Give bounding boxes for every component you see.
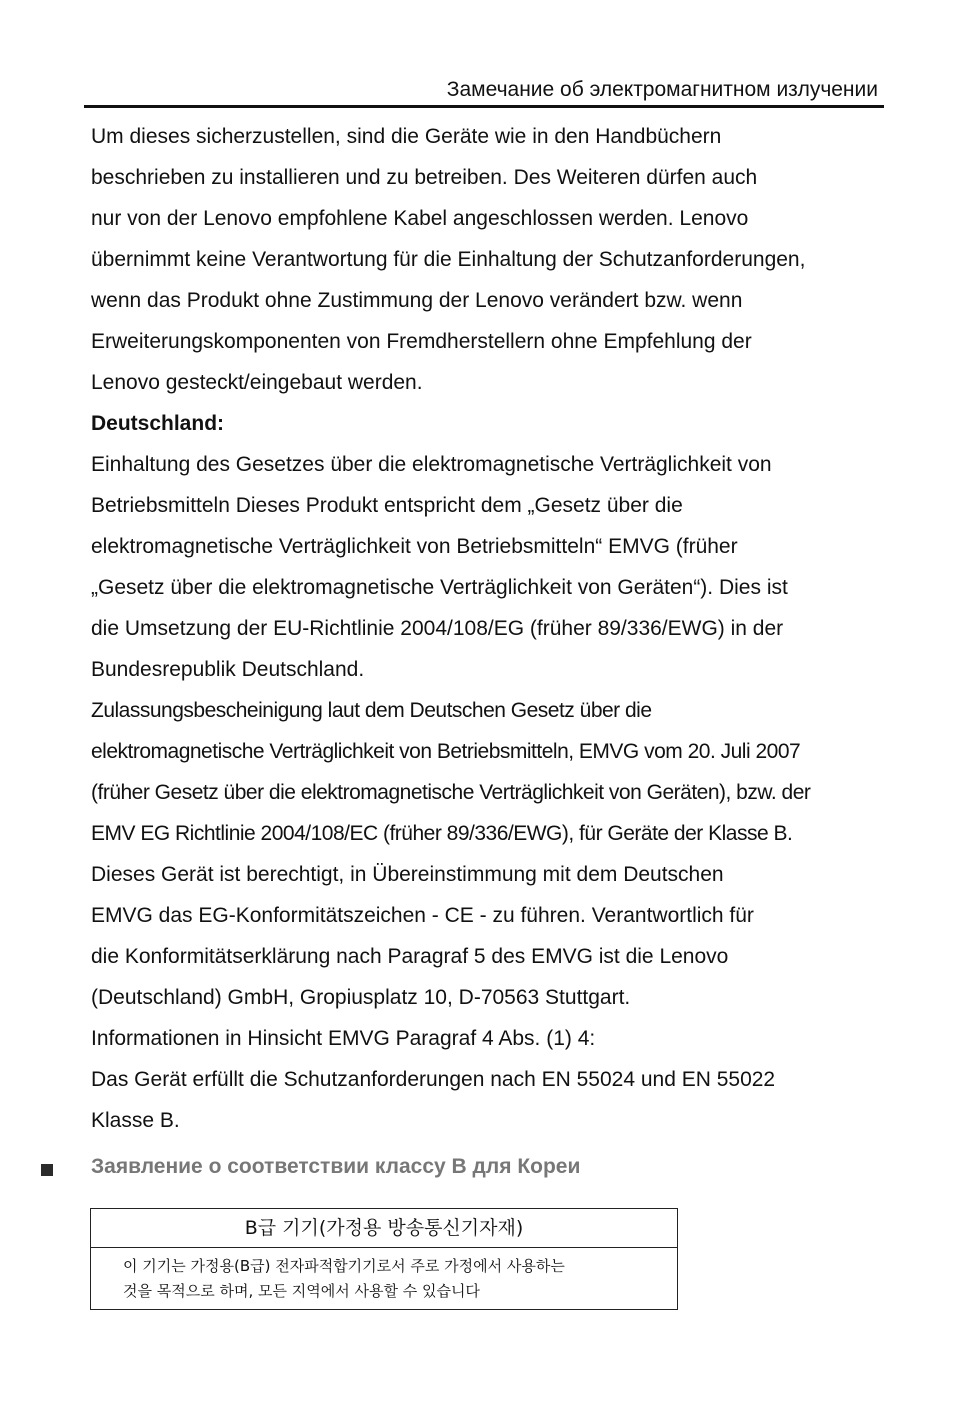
text-line: elektromagnetische Verträglichkeit von Betriebsmitteln, EMVG vom 20. Juli 2007: [91, 740, 801, 763]
text-line: Das Gerät erfüllt die Schutzanforderungen nach EN 55024 und EN 55022: [91, 1068, 776, 1091]
korea-box-line: 것을 목적으로 하며, 모든 지역에서 사용할 수 있습니다: [123, 1282, 480, 1300]
text-line: (Deutschland) GmbH, Gropiusplatz 10, D-70563 Stuttgart.: [91, 986, 631, 1009]
square-bullet-icon: [41, 1164, 53, 1176]
korea-section-heading: Заявление о соответствии классу B для Кореи: [91, 1155, 581, 1178]
text-line: Bundesrepublik Deutschland.: [91, 658, 365, 681]
text-line: die Konformitätserklärung nach Paragraf 5 des EMVG ist die Lenovo: [91, 945, 729, 968]
text-line: nur von der Lenovo empfohlene Kabel angeschlossen werden. Lenovo: [91, 207, 749, 230]
text-line: EMVG das EG-Konformitätszeichen - CE - zu führen. Verantwortlich für: [91, 904, 754, 927]
text-line: Klasse B.: [91, 1109, 180, 1132]
document-body: [91, 116, 891, 1141]
text-line: Einhaltung des Gesetzes über die elektromagnetische Verträglichkeit von: [91, 453, 772, 476]
text-line: beschrieben zu installieren und zu betreiben. Des Weiteren dürfen auch: [91, 166, 758, 189]
text-line: Informationen in Hinsicht EMVG Paragraf 4 Abs. (1) 4:: [91, 1027, 596, 1050]
text-line: übernimmt keine Verantwortung für die Einhaltung der Schutzanforderungen,: [91, 248, 806, 271]
korea-class-b-box: [90, 1208, 678, 1310]
text-line: Erweiterungskomponenten von Fremdherstellern ohne Empfehlung der: [91, 330, 752, 353]
text-line: Um dieses sicherzustellen, sind die Geräte wie in den Handbüchern: [91, 125, 722, 148]
page-header: [84, 74, 884, 108]
text-line: Zulassungsbescheinigung laut dem Deutschen Gesetz über die: [91, 699, 652, 722]
text-line: Betriebsmitteln Dieses Produkt entspricht dem „Gesetz über die: [91, 494, 683, 517]
text-line: EMV EG Richtlinie 2004/108/EC (früher 89/336/EWG), für Geräte der Klasse B.: [91, 822, 793, 845]
text-line: wenn das Produkt ohne Zustimmung der Lenovo verändert bzw. wenn: [91, 289, 743, 312]
text-line: elektromagnetische Verträglichkeit von Betriebsmitteln“ EMVG (früher: [91, 535, 738, 558]
header-title: Замечание об электромагнитном излучении: [446, 78, 878, 101]
text-line: (früher Gesetz über die elektromagnetische Verträglichkeit von Geräten), bzw. der: [91, 781, 811, 804]
text-line: die Umsetzung der EU-Richtlinie 2004/108/EG (früher 89/336/EWG) in der: [91, 617, 784, 640]
text-line: Lenovo gesteckt/eingebaut werden.: [91, 371, 423, 394]
korea-box-line: 이 기기는 가정용(B급) 전자파적합기기로서 주로 가정에서 사용하는: [123, 1257, 565, 1275]
text-line: „Gesetz über die elektromagnetische Verträglichkeit von Geräten“). Dies ist: [91, 576, 788, 599]
section-heading-deutschland: Deutschland:: [91, 412, 225, 435]
text-line: Dieses Gerät ist berechtigt, in Übereinstimmung mit dem Deutschen: [91, 863, 724, 886]
korea-box-title: B급 기기(가정용 방송통신기자재): [91, 1209, 677, 1248]
korea-box-body: [91, 1248, 677, 1304]
